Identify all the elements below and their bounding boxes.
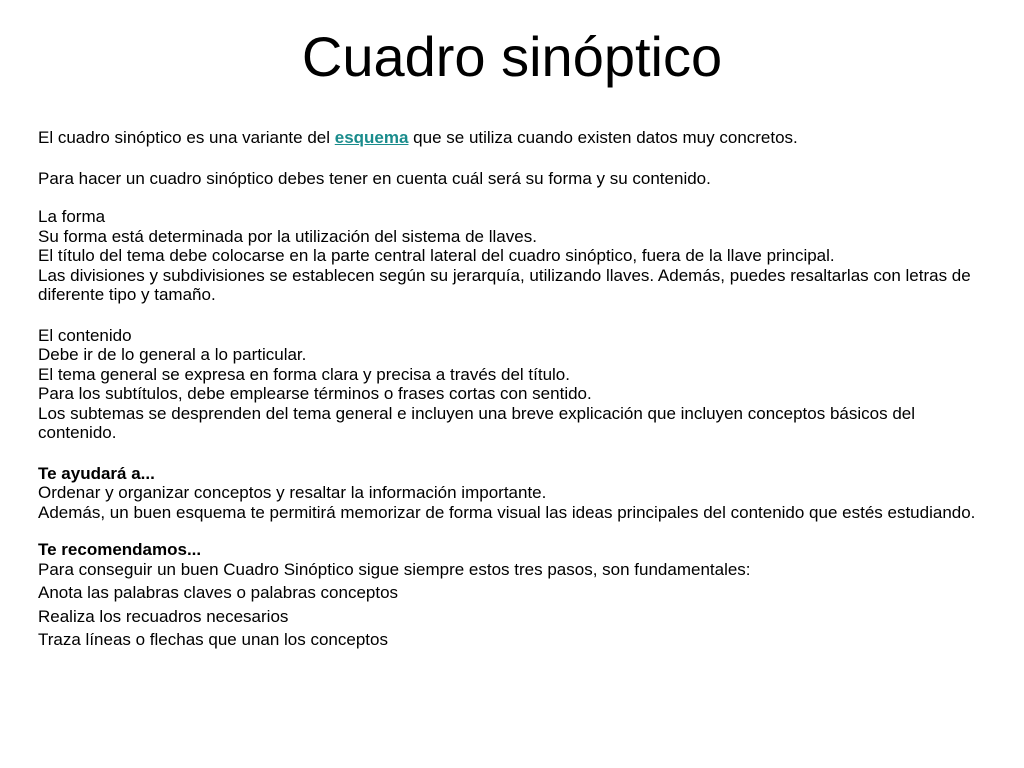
ayudara-line: Ordenar y organizar conceptos y resaltar la información importante. xyxy=(38,483,547,502)
intro-text-before: El cuadro sinóptico es una variante del xyxy=(38,128,335,147)
forma-contenido-paragraph: Para hacer un cuadro sinóptico debes tener en cuenta cuál será su forma y su contenido. xyxy=(38,168,711,188)
forma-section xyxy=(38,207,988,305)
intro-paragraph xyxy=(38,128,988,148)
recomendamos-heading: Te recomendamos... xyxy=(38,540,202,559)
contenido-line: Debe ir de lo general a lo particular. xyxy=(38,345,307,364)
slide-title: Cuadro sinóptico xyxy=(301,25,723,88)
forma-line: Su forma está determinada por la utilización del sistema de llaves. xyxy=(38,226,537,246)
contenido-line: Los subtemas se desprenden del tema general e incluyen una breve explicación que incluyen conceptos básicos del contenido. xyxy=(38,403,916,442)
contenido-heading: El contenido xyxy=(38,325,132,345)
contenido-line: Para los subtítulos, debe emplearse términos o frases cortas con sentido. xyxy=(38,384,592,403)
slide-body xyxy=(38,128,988,650)
recomendamos-step: Realiza los recuadros necesarios xyxy=(38,606,289,626)
ayudara-section xyxy=(38,464,988,523)
recomendamos-step: Anota las palabras claves o palabras conceptos xyxy=(38,583,399,602)
recomendamos-step: Traza líneas o flechas que unan los conceptos xyxy=(38,630,388,649)
ayudara-line: Además, un buen esquema te permitirá memorizar de forma visual las ideas principales del contenido que estés estudiando. xyxy=(38,502,976,522)
recomendamos-intro: Para conseguir un buen Cuadro Sinóptico sigue siempre estos tres pasos, son fundamentales: xyxy=(38,559,751,579)
forma-line: El título del tema debe colocarse en la parte central lateral del cuadro sinóptico, fuera de la llave principal. xyxy=(38,246,835,265)
forma-heading: La forma xyxy=(38,207,106,226)
contenido-section xyxy=(38,326,988,443)
ayudara-heading: Te ayudará a... xyxy=(38,463,155,483)
recomendamos-section xyxy=(38,540,988,650)
intro-text-after: que se utiliza cuando existen datos muy concretos. xyxy=(408,128,798,147)
esquema-link[interactable]: esquema xyxy=(334,128,409,147)
forma-line: Las divisiones y subdivisiones se establecen según su jerarquía, utilizando llaves. Además, puedes resaltarlas con letras de diferente tipo y tamaño. xyxy=(38,265,971,304)
contenido-line: El tema general se expresa en forma clara y precisa a través del título. xyxy=(38,364,570,384)
